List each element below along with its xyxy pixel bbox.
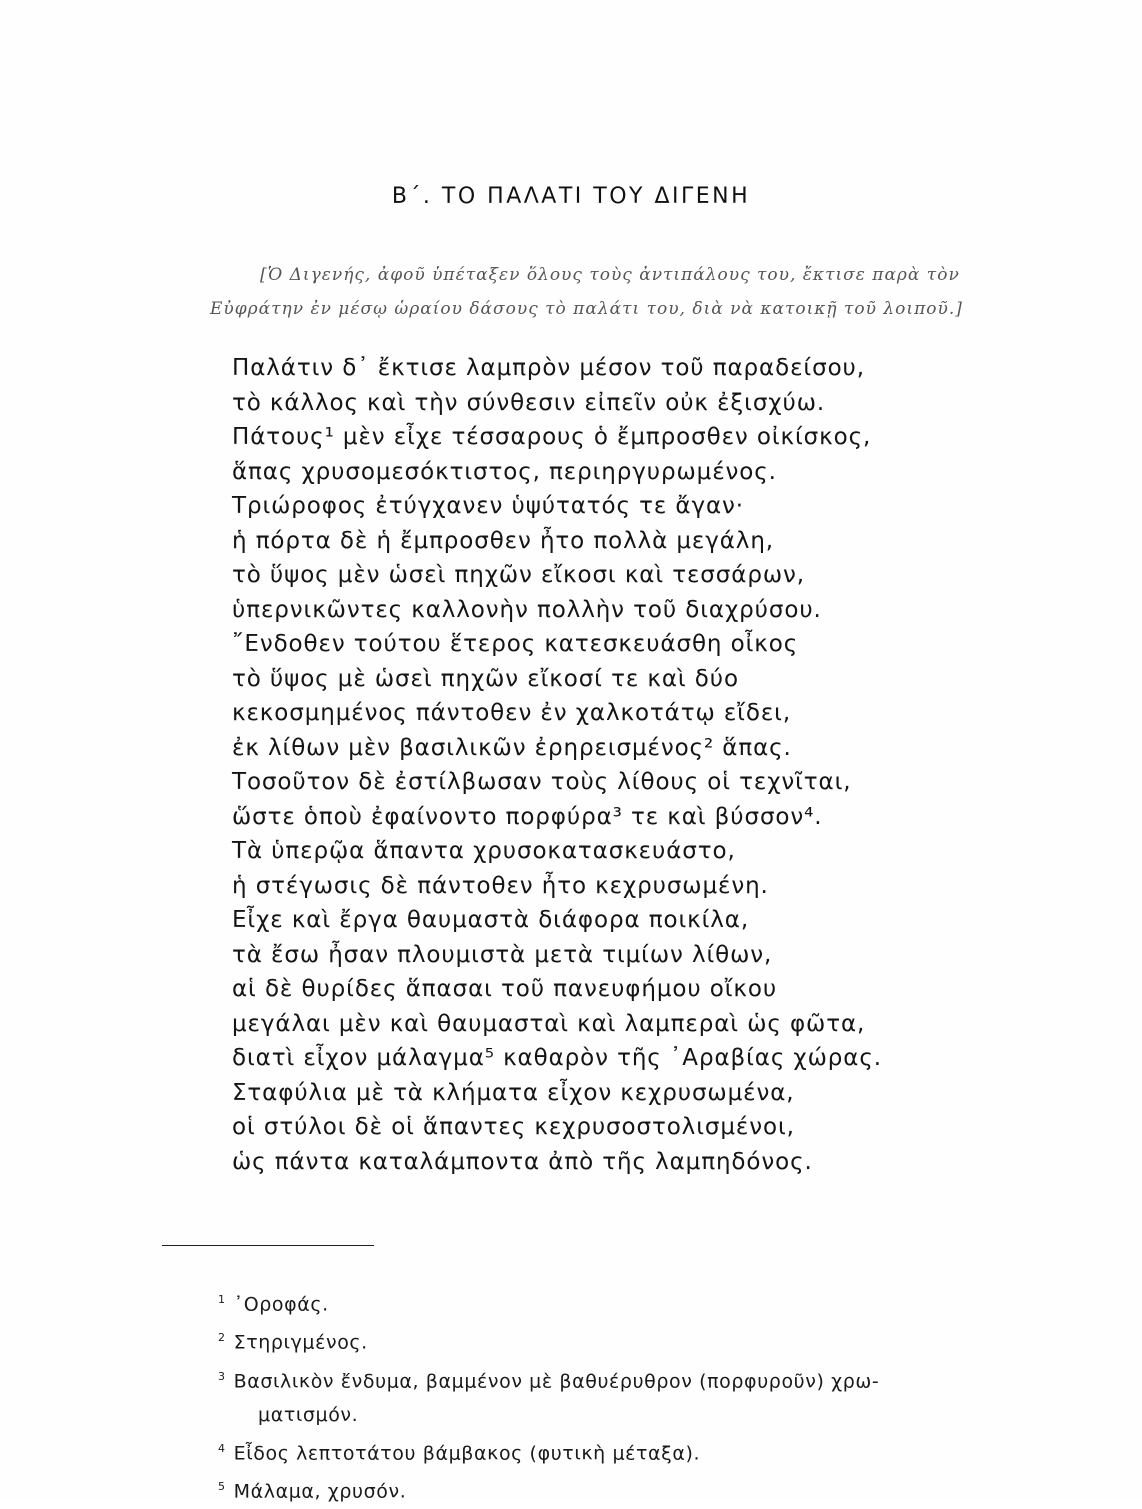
- intro-summary: [210, 258, 1030, 326]
- footnote-text: Στηριγμένος.: [233, 1331, 368, 1354]
- footnote-text: ᾽Οροφάς.: [233, 1293, 329, 1316]
- footnote-number: 4: [218, 1441, 226, 1455]
- poem-line: μεγάλαι μὲν καὶ θαυμασταὶ καὶ λαμπεραὶ ὡς φῶτα,: [232, 1010, 866, 1037]
- footnote-5: [218, 1470, 1038, 1508]
- footnote-text: Βασιλικὸν ἔνδυμα, βαμμένον μὲ βαθυέρυθρον (πορφυροῦν) χρω-: [233, 1369, 880, 1392]
- poem-line: τὸ ὕψος μὲ ὡσεὶ πηχῶν εἴκοσί τε καὶ δύο: [232, 665, 739, 692]
- footnote-divider: [162, 1245, 374, 1246]
- poem-line: Τοσοῦτον δὲ ἐστίλβωσαν τοὺς λίθους οἱ τεχνῖται,: [232, 769, 852, 795]
- footnote-3: [218, 1360, 1038, 1432]
- poem-line: ἡ στέγωσις δὲ πάντοθεν ἦτο κεχρυσωμένη.: [232, 872, 769, 899]
- footnote-1: [218, 1283, 1038, 1321]
- footnotes: [218, 1283, 1038, 1509]
- poem-line: Πάτους¹ μὲν εἶχε τέσσαρους ὁ ἔμπροσθεν οἰκίσκος,: [232, 424, 872, 450]
- poem-line: ἅπας χρυσομεσόκτιστος, περιηργυρωμένος.: [232, 458, 777, 485]
- footnote-number: 3: [218, 1369, 226, 1383]
- footnote-number: 5: [218, 1480, 226, 1494]
- poem-line: ῎Ενδοθεν τούτου ἕτερος κατεσκευάσθη οἶκος: [232, 631, 799, 657]
- chapter-title: Β΄. ΤΟ ΠΑΛΑΤΙ ΤΟΥ ΔΙΓΕΝΗ: [391, 184, 751, 209]
- poem-line: Τὰ ὑπερῷα ἅπαντα χρυσοκατασκευάστο,: [232, 838, 736, 864]
- footnote-number: 2: [218, 1331, 226, 1345]
- poem-line: ἐκ λίθων μὲν βασιλικῶν ἐρηρεισμένος² ἅπας.: [232, 734, 792, 761]
- poem-line: τὸ ὕψος μὲν ὡσεὶ πηχῶν εἴκοσι καὶ τεσσάρων,: [232, 562, 805, 588]
- footnote-2: [218, 1321, 1038, 1359]
- poem-line: τὸ κάλλος καὶ τὴν σύνθεσιν εἰπεῖν οὐκ ἐξισχύω.: [232, 389, 826, 416]
- poem-line: κεκοσμημένος πάντοθεν ἐν χαλκοτάτῳ εἴδει,: [232, 700, 792, 726]
- footnote-4: [218, 1432, 1038, 1470]
- intro-line-1: [Ὁ Διγενής, ἀφοῦ ὑπέταξεν ὅλους τοὺς ἀντιπάλους του, ἔκτισε παρὰ τὸν: [260, 265, 960, 285]
- poem-line: Τριώροφος ἐτύγχανεν ὑψύτατός τε ἄγαν·: [232, 493, 745, 519]
- poem-line: αἱ δὲ θυρίδες ἅπασαι τοῦ πανευφήμου οἴκου: [232, 976, 778, 1002]
- poem-line: ἡ πόρτα δὲ ἡ ἔμπροσθεν ἦτο πολλὰ μεγάλη,: [232, 527, 775, 554]
- footnote-text: Μάλαμα, χρυσόν.: [233, 1480, 407, 1503]
- poem-line: διατὶ εἶχον μάλαγμα⁵ καθαρὸν τῆς ᾽Αραβίας χώρας.: [232, 1045, 882, 1071]
- footnote-number: 1: [218, 1293, 226, 1306]
- poem-line: Παλάτιν δ᾽ ἔκτισε λαμπρὸν μέσον τοῦ παραδείσου,: [232, 355, 865, 381]
- footnote-continuation: ματισμόν.: [258, 1403, 359, 1426]
- poem-line: ὥστε ὁποὺ ἐφαίνοντο πορφύρα³ τε καὶ βύσσον⁴.: [232, 803, 823, 830]
- poem-line: τὰ ἔσω ἦσαν πλουμιστὰ μετὰ τιμίων λίθων,: [232, 941, 773, 968]
- intro-line-2: Εὐφράτην ἐν μέσῳ ὡραίου δάσους τὸ παλάτι του, διὰ νὰ κατοικῇ τοῦ λοιποῦ.]: [210, 299, 963, 319]
- poem-line: οἱ στύλοι δὲ οἱ ἅπαντες κεχρυσοστολισμένοι,: [232, 1114, 795, 1140]
- poem-text: [232, 351, 1012, 1179]
- footnote-text: Εἶδος λεπτοτάτου βάμβακος (φυτικὴ μέταξα).: [233, 1442, 701, 1465]
- poem-line: Σταφύλια μὲ τὰ κλήματα εἶχον κεχρυσωμένα,: [232, 1079, 795, 1106]
- poem-line: ὑπερνικῶντες καλλονὴν πολλὴν τοῦ διαχρύσου.: [232, 596, 822, 623]
- poem-line: Εἶχε καὶ ἔργα θαυμαστὰ διάφορα ποικίλα,: [232, 907, 750, 933]
- poem-line: ὡς πάντα καταλάμποντα ἀπὸ τῆς λαμπηδόνος.: [232, 1148, 813, 1175]
